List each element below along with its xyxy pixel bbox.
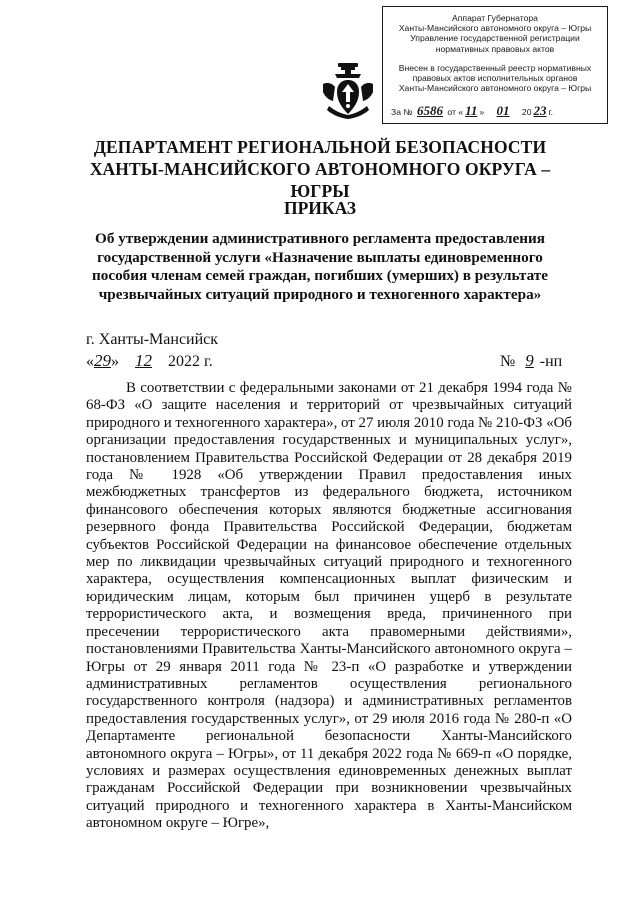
- date-close-quote: »: [111, 353, 119, 370]
- subject-line: Об утверждении административного регламента предоставления: [95, 230, 545, 247]
- stamp-reg-number: 6586: [416, 102, 443, 118]
- stamp-reg-year-prefix: 20: [521, 106, 532, 117]
- coat-of-arms-icon: [321, 62, 375, 120]
- subject-line: пособия членам семей граждан, погибших (умерших) в результате: [92, 267, 548, 285]
- date-year: 2022 г.: [168, 353, 213, 370]
- stamp-line: Аппарат Губернатора: [452, 13, 538, 23]
- stamp-line: Управление государственной регистрации: [410, 33, 580, 44]
- stamp-reg-from: от «: [447, 106, 464, 117]
- stamp-line: Ханты-Мансийского автономного округа – Югры: [398, 23, 592, 34]
- stamp-registration-line: [391, 102, 553, 118]
- date-month: 12: [135, 351, 152, 370]
- date-open-quote: «: [86, 353, 94, 370]
- document-type: ПРИКАЗ: [283, 198, 357, 218]
- department-name: [60, 136, 580, 202]
- body-paragraph: В соответствии с федеральными законами от 21 декабря 1994 года № 68-ФЗ «О защите населения и территорий от чрезвычайных ситуаций природного и техногенного характера», от 27 июля 2010 года № 210-ФЗ «Об организации предоставления государственных и муниципальных услуг», постановлением Правительства Российской Федерации от 28 декабря 2019 года № 1928 «Об утверждении Правил предоставления иных межбюджетных трансфертов из федерального бюджета, источником финансового обеспечения которых являются бюджетные ассигнования резервного фонда Правительства Российской Федерации, бюджетам субъектов Российской Федерации на финансовое обеспечение отдельных мер по ликвидации чрезвычайных ситуаций природного и техногенного характера, осуществления компенсационных выплат физическим и юридическим лицам, которым был причинен ущерб в результате террористического акта, и возмещения вреда, причиненного при пресечении террористического акта правомерными действиями», постановлениями Правительства Ханты-Мансийского автономного округа – Югры от 29 января 2011 года № 23-п «О разработке и утверждении административных регламентов осуществления регионального государственного контроля (надзора) и административных регламентов предоставления государственных услуг», от 29 июля 2016 года № 280-п «О Департаменте региональной безопасности Ханты-Мансийского автономного округа – Югры», от 11 декабря 2022 года № 669-п «О порядке, условиях и размерах осуществления единовременных денежных выплат гражданам Российской Федерации при возникновении чрезвычайных ситуаций природного и техногенного характера в Ханты-Мансийском автономном округе – Югре»,: [86, 380, 572, 832]
- subject-line: чрезвычайных ситуаций природного и техногенного характера»: [98, 285, 542, 303]
- stamp-reg-day: 11: [465, 102, 478, 118]
- number-prefix: №: [500, 353, 516, 370]
- number-value: 9: [525, 351, 534, 370]
- document-body: [86, 380, 572, 833]
- document-subject: [60, 230, 580, 304]
- date-day: 29: [94, 351, 111, 370]
- stamp-reg-month: 01: [496, 102, 510, 118]
- place-of-issue: г. Ханты-Мансийск: [86, 331, 219, 348]
- stamp-line: Внесен в государственный реестр нормативных: [398, 62, 592, 73]
- document-date: [86, 351, 213, 371]
- stamp-reg-suffix: г.: [548, 106, 553, 117]
- stamp-line: нормативных правовых актов: [435, 43, 555, 54]
- department-line: ХАНТЫ-МАНСИЙСКОГО АВТОНОМНОГО ОКРУГА – ЮГРЫ: [89, 159, 551, 201]
- stamp-reg-year: 23: [533, 102, 547, 118]
- stamp-reg-prefix: За №: [391, 106, 413, 117]
- document-number: [500, 351, 562, 371]
- stamp-line: Ханты-Мансийского автономного округа – Югры: [398, 83, 592, 94]
- number-suffix: -нп: [539, 353, 563, 370]
- department-line: ДЕПАРТАМЕНТ РЕГИОНАЛЬНОЙ БЕЗОПАСНОСТИ: [93, 137, 547, 157]
- subject-line: государственной услуги «Назначение выплаты единовременного: [97, 248, 543, 266]
- stamp-line: правовых актов исполнительных органов: [412, 73, 578, 84]
- stamp-reg-mid: »: [479, 106, 485, 117]
- registration-stamp: [382, 6, 608, 124]
